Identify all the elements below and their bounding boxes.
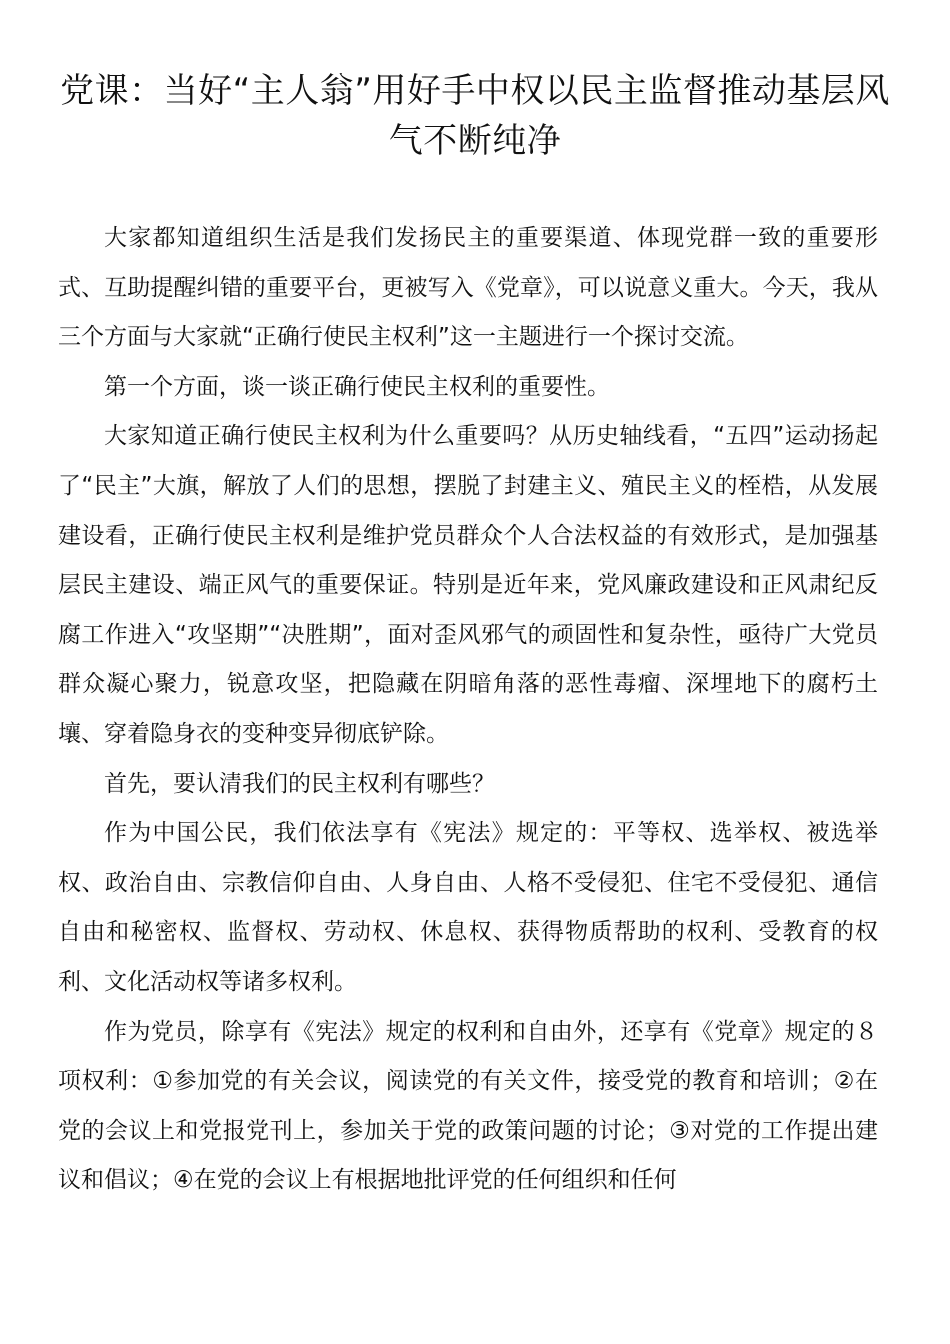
paragraph-party-member-rights: 作为党员，除享有《宪法》规定的权利和自由外，还享有《党章》规定的８项权利：①参加党的有关会议，阅读党的有关文件，接受党的教育和培训；②在党的会议上和党报党刊上，参加关于党的政策问题的讨论；③对党的工作提出建议和倡议；④在党的会议上有根据地批评党的任何组织和任何 [58, 1018, 878, 1194]
paragraph-intro: 大家都知道组织生活是我们发扬民主的重要渠道、体现党群一致的重要形式、互助提醒纠错的重要平台，更被写入《党章》，可以说意义重大。今天，我从三个方面与大家就“正确行使民主权利”这一主题进行一个探讨交流。 [58, 225, 878, 351]
paragraph-citizen-rights: 作为中国公民，我们依法享有《宪法》规定的：平等权、选举权、被选举权、政治自由、宗教信仰自由、人身自由、人格不受侵犯、住宅不受侵犯、通信自由和秘密权、监督权、劳动权、休息权、获得物质帮助的权利、受教育的权利、文化活动权等诸多权利。 [58, 820, 878, 995]
document-title: 党课：当好“主人翁”用好手中权以民主监督推动基层风气不断纯净 [60, 71, 890, 161]
paragraph-first-point: 首先，要认清我们的民主权利有哪些？ [104, 770, 495, 797]
paragraph-importance: 大家知道正确行使民主权利为什么重要吗？从历史轴线看，“五四”运动扬起了“民主”大旗，解放了人们的思想，摆脱了封建主义、殖民主义的桎梏，从发展建设看，正确行使民主权利是维护党员群众个人合法权益的有效形式，是加强基层民主建设、端正风气的重要保证。特别是近年来，党风廉政建设和正风肃纪反腐工作进入“攻坚期”“决胜期”，面对歪风邪气的顽固性和复杂性，亟待广大党员群众凝心聚力，锐意攻坚，把隐藏在阴暗角落的恶性毒瘤、深埋地下的腐朽土壤、穿着隐身衣的变种变异彻底铲除。 [58, 423, 878, 747]
paragraph-section-one-heading: 第一个方面，谈一谈正确行使民主权利的重要性。 [104, 373, 610, 400]
document-body [58, 214, 878, 1206]
